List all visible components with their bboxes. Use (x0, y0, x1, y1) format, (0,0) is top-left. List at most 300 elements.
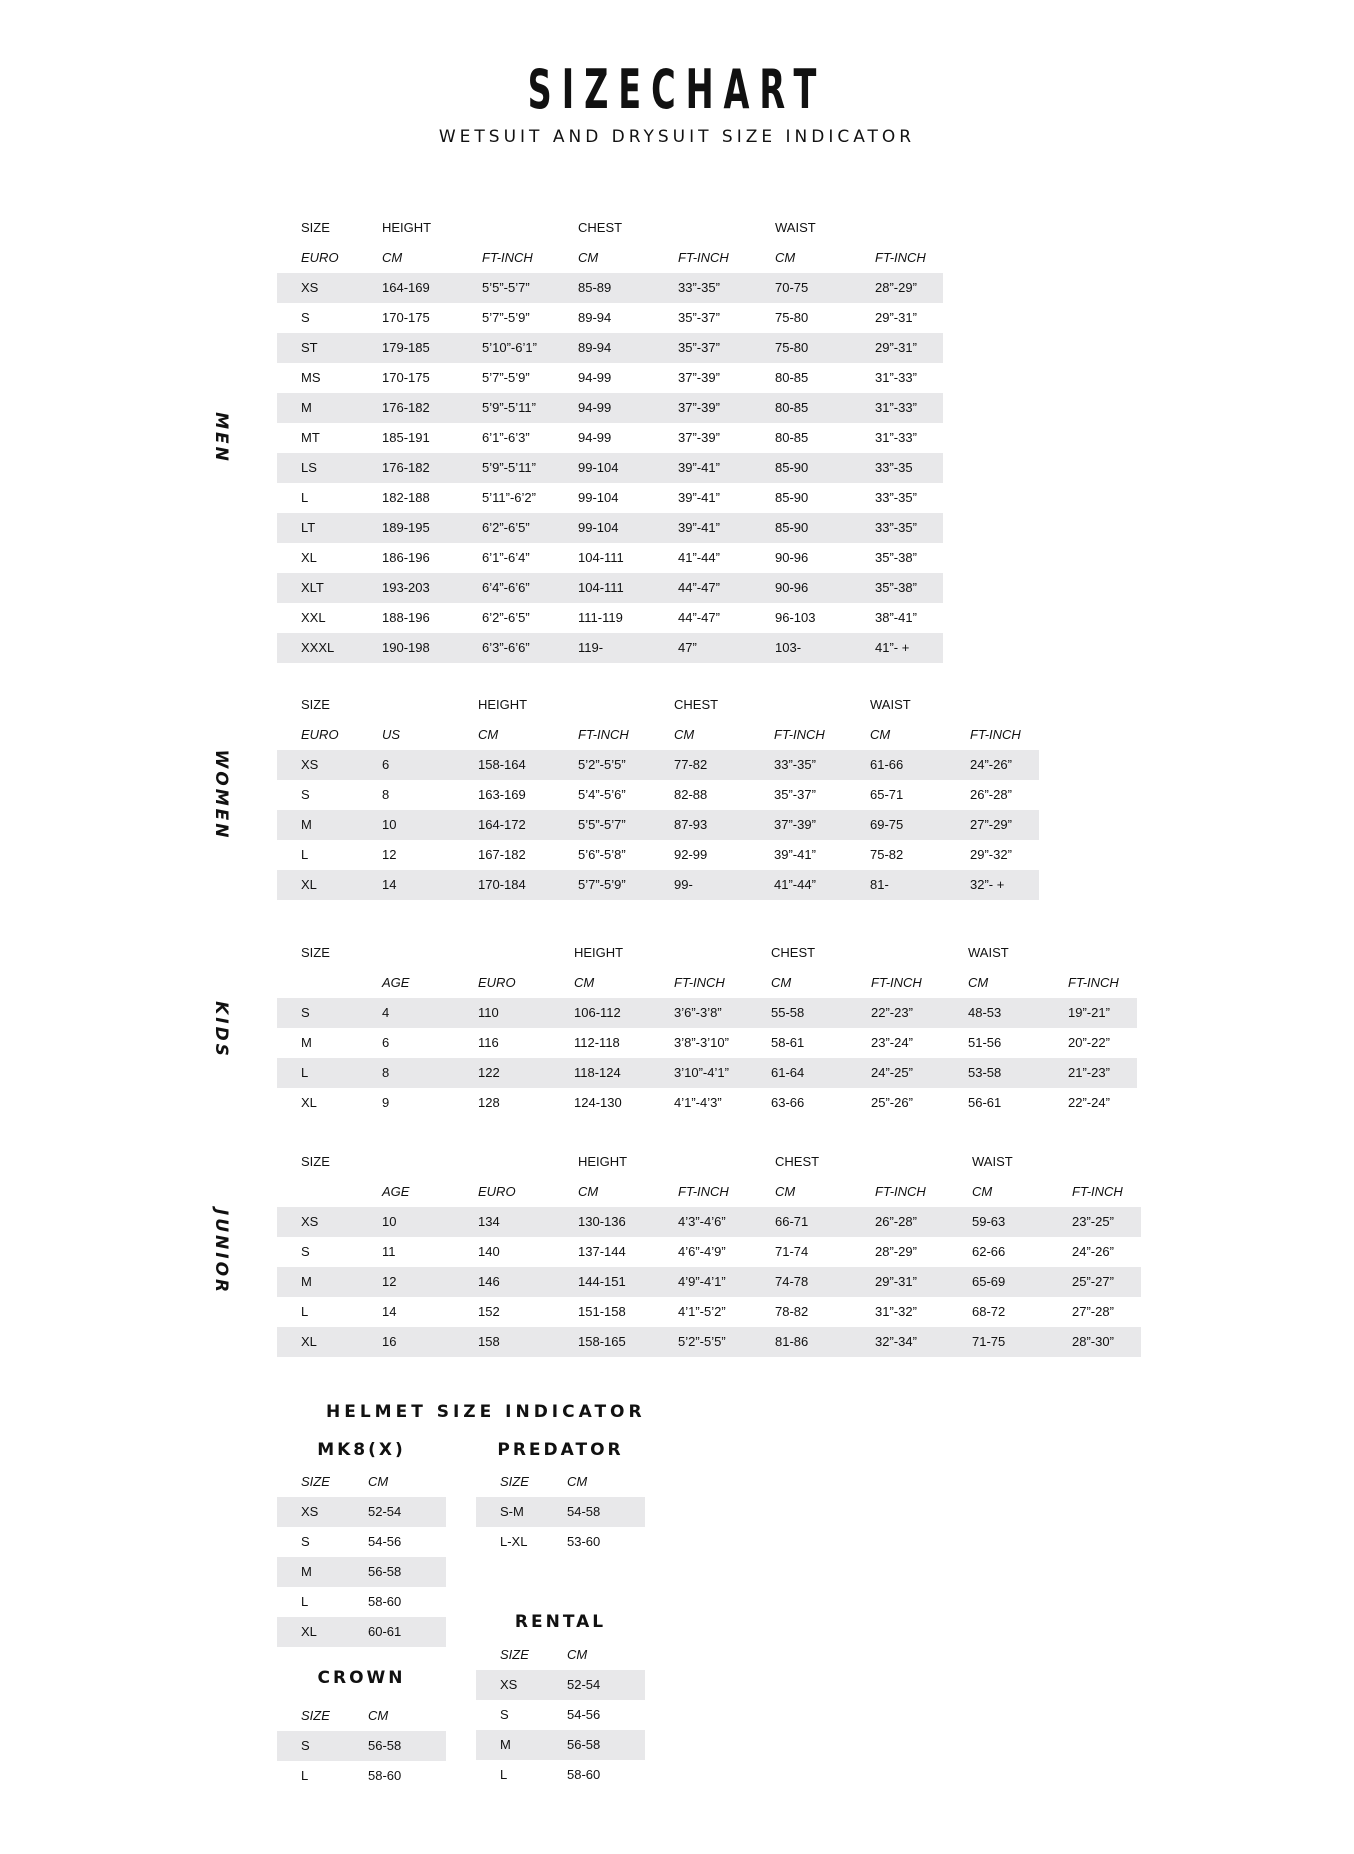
table-cell: L (301, 1768, 309, 1783)
table-cell: 29”-31” (875, 340, 917, 355)
table-row (476, 1527, 645, 1557)
table-cell: 10 (382, 817, 397, 832)
table-row (476, 1670, 645, 1700)
table-row (277, 483, 943, 513)
table-cell: 4’6”-4’9” (678, 1244, 726, 1259)
table-cell: 25”-27” (1072, 1274, 1114, 1289)
table-cell: L (301, 490, 309, 505)
table-cell: 6’1”-6’3” (482, 430, 530, 445)
table-cell: 5’4”-5’6” (578, 787, 626, 802)
men-group-chest: CHEST (578, 220, 623, 235)
helmet-header-cell: SIZE (500, 1474, 529, 1489)
table-cell: 33”-35” (875, 520, 917, 535)
table-cell: 103- (775, 640, 802, 655)
helmet-predator-title: PREDATOR (497, 1440, 624, 1460)
table-cell: 176-182 (382, 400, 430, 415)
table-cell: M (301, 400, 312, 415)
helmet-mk8x-header (277, 1467, 446, 1497)
table-cell: 116 (478, 1035, 499, 1050)
table-cell: 29”-31” (875, 310, 917, 325)
table-cell: 85-90 (775, 460, 809, 475)
table-cell: 182-188 (382, 490, 430, 505)
table-cell: XS (301, 280, 319, 295)
table-cell: 61-66 (870, 757, 904, 772)
table-cell: 80-85 (775, 400, 809, 415)
helmet-rental-header (476, 1640, 645, 1670)
table-cell: 85-90 (775, 520, 809, 535)
table-row (277, 1028, 1137, 1058)
table-row (277, 1527, 446, 1557)
table-row (277, 1761, 446, 1791)
table-row (277, 273, 943, 303)
table-cell: XXL (301, 610, 326, 625)
page-title: SIZECHART (527, 58, 827, 121)
table-cell: 90-96 (775, 550, 809, 565)
table-cell: L (301, 1594, 309, 1609)
table-cell: 29”-31” (875, 1274, 917, 1289)
junior-subheader-cell: CM (578, 1184, 599, 1199)
table-cell: 56-58 (567, 1737, 601, 1752)
table-cell: 37”-39” (678, 400, 720, 415)
women-subheader (277, 720, 1039, 750)
table-cell: 5’10”-6’1” (482, 340, 537, 355)
kids-group-chest: CHEST (771, 945, 816, 960)
table-cell: 39”-41” (678, 460, 720, 475)
table-cell: 14 (382, 1304, 397, 1319)
table-row (277, 1557, 446, 1587)
helmet-crown-header (277, 1701, 446, 1731)
table-cell: L-XL (500, 1534, 528, 1549)
table-cell: S (301, 310, 310, 325)
table-cell: 44”-47” (678, 580, 720, 595)
table-cell: MS (301, 370, 321, 385)
table-cell: 96-103 (775, 610, 816, 625)
kids-subheader-cell: AGE (382, 975, 410, 990)
table-cell: 53-60 (567, 1534, 601, 1549)
table-cell: 8 (382, 1065, 390, 1080)
junior-group-height: HEIGHT (578, 1154, 628, 1169)
women-group-height: HEIGHT (478, 697, 528, 712)
table-row (277, 603, 943, 633)
junior-group-chest: CHEST (775, 1154, 820, 1169)
table-cell: 130-136 (578, 1214, 626, 1229)
table-cell: LT (301, 520, 316, 535)
table-cell: 124-130 (574, 1095, 622, 1110)
table-cell: XL (301, 1624, 317, 1639)
women-group-waist: WAIST (870, 697, 911, 712)
table-cell: 185-191 (382, 430, 430, 445)
table-cell: 5’7”-5’9” (578, 877, 626, 892)
table-cell: 59-63 (972, 1214, 1006, 1229)
table-cell: 12 (382, 847, 397, 862)
table-cell: 94-99 (578, 370, 612, 385)
table-cell: 99-104 (578, 520, 619, 535)
table-cell: 20”-22” (1068, 1035, 1110, 1050)
table-cell: 47” (678, 640, 697, 655)
table-cell: 16 (382, 1334, 397, 1349)
table-row (476, 1700, 645, 1730)
helmet-header-cell: CM (567, 1647, 588, 1662)
women-subheader-cell: US (382, 727, 401, 742)
table-cell: 8 (382, 787, 390, 802)
table-cell: 170-184 (478, 877, 526, 892)
table-cell: MT (301, 430, 320, 445)
table-cell: 39”-41” (678, 490, 720, 505)
table-cell: 94-99 (578, 430, 612, 445)
table-cell: 163-169 (478, 787, 526, 802)
table-cell: 27”-28” (1072, 1304, 1114, 1319)
table-cell: 41”- + (875, 640, 910, 655)
table-cell: 31”-32” (875, 1304, 917, 1319)
table-cell: 5’7”-5’9” (482, 370, 530, 385)
junior-subheader-cell: CM (972, 1184, 993, 1199)
table-cell: 81-86 (775, 1334, 809, 1349)
table-row (277, 1731, 446, 1761)
table-cell: M (301, 1035, 312, 1050)
women-subheader-cell: FT-INCH (774, 727, 825, 742)
table-cell: 106-112 (574, 1005, 621, 1020)
table-cell: 119- (578, 640, 604, 655)
helmet-header-cell: CM (567, 1474, 588, 1489)
table-cell: 35”-38” (875, 550, 917, 565)
table-cell: 22”-24” (1068, 1095, 1110, 1110)
table-cell: 80-85 (775, 430, 809, 445)
table-cell: 5’7”-5’9” (482, 310, 530, 325)
table-cell: 137-144 (578, 1244, 626, 1259)
kids-label-text: KIDS (211, 1001, 231, 1059)
table-cell: 5’6”-5’8” (578, 847, 626, 862)
kids-subheader-cell: EURO (478, 975, 516, 990)
junior-group-header (277, 1147, 1141, 1177)
table-cell: 9 (382, 1095, 390, 1110)
table-cell: XL (301, 1334, 317, 1349)
table-cell: S (301, 1738, 310, 1753)
table-cell: XXXL (301, 640, 335, 655)
table-cell: 66-71 (775, 1214, 809, 1229)
women-group-size: SIZE (301, 697, 330, 712)
table-cell: 167-182 (478, 847, 526, 862)
table-cell: XL (301, 550, 317, 565)
table-cell: 25”-26” (871, 1095, 913, 1110)
table-row (476, 1730, 645, 1760)
table-cell: 77-82 (674, 757, 708, 772)
table-cell: 39”-41” (774, 847, 816, 862)
table-cell: XS (301, 757, 319, 772)
table-cell: 52-54 (567, 1677, 601, 1692)
table-cell: 5’2”-5’5” (578, 757, 626, 772)
table-cell: 55-58 (771, 1005, 805, 1020)
helmet-section-title: HELMET SIZE INDICATOR (326, 1402, 646, 1422)
table-cell: 35”-37” (678, 340, 720, 355)
men-group-size: SIZE (301, 220, 330, 235)
women-group-header (277, 690, 1039, 720)
table-cell: 104-111 (578, 580, 624, 595)
table-cell: 6 (382, 757, 390, 772)
table-cell: 70-75 (775, 280, 809, 295)
table-cell: 58-60 (368, 1768, 402, 1783)
table-cell: 122 (478, 1065, 500, 1080)
table-cell: 58-61 (771, 1035, 805, 1050)
table-row (476, 1760, 645, 1790)
table-cell: 58-60 (567, 1767, 601, 1782)
table-row (277, 363, 943, 393)
kids-group-height: HEIGHT (574, 945, 624, 960)
table-cell: 69-75 (870, 817, 904, 832)
men-subheader-cell: EURO (301, 250, 339, 265)
table-cell: 85-90 (775, 490, 809, 505)
table-cell: 164-172 (478, 817, 526, 832)
table-row (277, 1058, 1137, 1088)
table-cell: XLT (301, 580, 324, 595)
table-cell: 32”- + (970, 877, 1005, 892)
table-cell: 23”-24” (871, 1035, 913, 1050)
junior-group-size: SIZE (301, 1154, 330, 1169)
women-subheader-cell: FT-INCH (578, 727, 629, 742)
junior-subheader-cell: CM (775, 1184, 796, 1199)
table-cell: 26”-28” (970, 787, 1012, 802)
men-group-waist: WAIST (775, 220, 816, 235)
table-cell: 37”-39” (774, 817, 816, 832)
table-cell: 80-85 (775, 370, 809, 385)
helmet-rental-title: RENTAL (514, 1612, 607, 1632)
table-cell: 140 (478, 1244, 500, 1259)
men-group-header (277, 213, 943, 243)
helmet-header-cell: SIZE (301, 1708, 330, 1723)
table-cell: 65-69 (972, 1274, 1006, 1289)
table-cell: L (500, 1767, 508, 1782)
men-subheader-cell: CM (775, 250, 796, 265)
table-cell: 23”-25” (1072, 1214, 1114, 1229)
table-cell: 89-94 (578, 340, 612, 355)
table-cell: 179-185 (382, 340, 430, 355)
kids-group-size: SIZE (301, 945, 330, 960)
table-row (277, 513, 943, 543)
table-cell: 89-94 (578, 310, 612, 325)
table-cell: S (301, 1534, 310, 1549)
table-cell: 158-165 (578, 1334, 626, 1349)
table-cell: XL (301, 1095, 317, 1110)
table-cell: 63-66 (771, 1095, 805, 1110)
junior-subheader-cell: FT-INCH (1072, 1184, 1123, 1199)
page-subtitle: WETSUIT AND DRYSUIT SIZE INDICATOR (438, 127, 916, 147)
table-row (277, 750, 1039, 780)
table-cell: 56-61 (968, 1095, 1002, 1110)
table-cell: XS (301, 1214, 319, 1229)
table-cell: 19”-21” (1068, 1005, 1110, 1020)
table-cell: 24”-26” (970, 757, 1012, 772)
table-cell: 5’5”-5’7” (578, 817, 626, 832)
table-cell: 81- (870, 877, 889, 892)
table-row (277, 998, 1137, 1028)
men-subheader-cell: FT-INCH (482, 250, 533, 265)
table-cell: 48-53 (968, 1005, 1002, 1020)
table-cell: 21”-23” (1068, 1065, 1110, 1080)
table-cell: 74-78 (775, 1274, 809, 1289)
helmet-header-cell: SIZE (301, 1474, 330, 1489)
kids-group-waist: WAIST (968, 945, 1009, 960)
table-cell: 158 (478, 1334, 500, 1349)
table-cell: 71-75 (972, 1334, 1006, 1349)
table-row (277, 810, 1039, 840)
kids-subheader-cell: FT-INCH (1068, 975, 1119, 990)
women-subheader-cell: CM (674, 727, 695, 742)
table-cell: 60-61 (368, 1624, 402, 1639)
kids-subheader (277, 968, 1137, 998)
table-cell: 3’8”-3’10” (674, 1035, 729, 1050)
table-cell: 29”-32” (970, 847, 1012, 862)
table-cell: 37”-39” (678, 430, 720, 445)
junior-group-waist: WAIST (972, 1154, 1013, 1169)
table-cell: 56-58 (368, 1738, 402, 1753)
men-subheader-cell: CM (382, 250, 403, 265)
kids-subheader-cell: CM (771, 975, 792, 990)
table-cell: 44”-47” (678, 610, 720, 625)
table-cell: 6 (382, 1035, 390, 1050)
women-group-chest: CHEST (674, 697, 719, 712)
table-cell: 94-99 (578, 400, 612, 415)
table-cell: 28”-30” (1072, 1334, 1114, 1349)
table-row (277, 1617, 446, 1647)
table-cell: 112-118 (574, 1035, 620, 1050)
table-cell: 190-198 (382, 640, 430, 655)
table-cell: 33”-35” (774, 757, 816, 772)
table-cell: 170-175 (382, 370, 430, 385)
table-cell: 5’5”-5’7” (482, 280, 530, 295)
table-cell: 186-196 (382, 550, 430, 565)
table-row (277, 423, 943, 453)
table-cell: 33”-35” (875, 490, 917, 505)
table-row (277, 1237, 1141, 1267)
table-cell: 4’9”-4’1” (678, 1274, 726, 1289)
table-row (277, 1327, 1141, 1357)
table-cell: 6’4”-6’6” (482, 580, 530, 595)
table-cell: 176-182 (382, 460, 430, 475)
table-cell: 5’11”-6’2” (482, 490, 536, 505)
table-cell: 144-151 (578, 1274, 626, 1289)
kids-subheader-cell: CM (574, 975, 595, 990)
table-cell: 170-175 (382, 310, 430, 325)
table-row (277, 453, 943, 483)
junior-subheader (277, 1177, 1141, 1207)
table-cell: S (500, 1707, 509, 1722)
table-cell: 51-56 (968, 1035, 1002, 1050)
table-cell: 54-56 (567, 1707, 601, 1722)
table-cell: 31”-33” (875, 370, 917, 385)
table-cell: 35”-37” (678, 310, 720, 325)
table-cell: 99- (674, 877, 693, 892)
table-cell: 4 (382, 1005, 390, 1020)
table-cell: 41”-44” (774, 877, 816, 892)
table-cell: 56-58 (368, 1564, 402, 1579)
kids-subheader-cell: FT-INCH (871, 975, 922, 990)
table-cell: 61-64 (771, 1065, 805, 1080)
table-cell: S (301, 1005, 310, 1020)
table-row (277, 1297, 1141, 1327)
table-cell: 193-203 (382, 580, 430, 595)
table-cell: 111-119 (578, 610, 623, 625)
table-row (277, 840, 1039, 870)
table-row (277, 870, 1039, 900)
table-cell: M (301, 817, 312, 832)
table-cell: 10 (382, 1214, 397, 1229)
table-row (476, 1497, 645, 1527)
helmet-header-cell: CM (368, 1474, 389, 1489)
table-cell: 128 (478, 1095, 500, 1110)
table-row (277, 1267, 1141, 1297)
junior-subheader-cell: EURO (478, 1184, 516, 1199)
table-cell: 35”-38” (875, 580, 917, 595)
table-cell: 35”-37” (774, 787, 816, 802)
table-cell: 92-99 (674, 847, 708, 862)
helmet-header-cell: CM (368, 1708, 389, 1723)
men-subheader-cell: CM (578, 250, 599, 265)
men-label-text: MEN (211, 412, 231, 464)
junior-label-text: JUNIOR (211, 1208, 231, 1296)
kids-subheader-cell: FT-INCH (674, 975, 725, 990)
table-cell: 5’9”-5’11” (482, 400, 536, 415)
table-cell: 78-82 (775, 1304, 809, 1319)
table-cell: 27”-29” (970, 817, 1012, 832)
table-row (277, 303, 943, 333)
table-cell: 3’10”-4’1” (674, 1065, 729, 1080)
table-cell: L (301, 847, 309, 862)
junior-subheader-cell: AGE (382, 1184, 410, 1199)
table-cell: 14 (382, 877, 397, 892)
junior-subheader-cell: FT-INCH (678, 1184, 729, 1199)
table-cell: 54-56 (368, 1534, 402, 1549)
table-cell: S (301, 787, 310, 802)
table-cell: 85-89 (578, 280, 612, 295)
table-cell: 71-74 (775, 1244, 809, 1259)
table-cell: XL (301, 877, 317, 892)
table-cell: 68-72 (972, 1304, 1006, 1319)
table-cell: 28”-29” (875, 280, 917, 295)
table-row (277, 780, 1039, 810)
table-cell: M (301, 1274, 312, 1289)
table-cell: 75-80 (775, 310, 809, 325)
table-cell: 75-82 (870, 847, 904, 862)
table-cell: 75-80 (775, 340, 809, 355)
women-subheader-cell: CM (870, 727, 891, 742)
table-cell: 37”-39” (678, 370, 720, 385)
table-row (277, 633, 943, 663)
table-cell: 4’1”-5’2” (678, 1304, 726, 1319)
table-cell: L (301, 1304, 309, 1319)
table-cell: 104-111 (578, 550, 624, 565)
table-cell: 152 (478, 1304, 500, 1319)
helmet-predator-header (476, 1467, 645, 1497)
table-row (277, 333, 943, 363)
table-cell: 6’2”-6’5” (482, 610, 530, 625)
table-cell: 22”-23” (871, 1005, 913, 1020)
table-cell: 90-96 (775, 580, 809, 595)
table-cell: M (500, 1737, 511, 1752)
table-cell: 58-60 (368, 1594, 402, 1609)
table-row (277, 1088, 1137, 1118)
table-cell: 32”-34” (875, 1334, 917, 1349)
table-row (277, 393, 943, 423)
table-cell: 54-58 (567, 1504, 601, 1519)
helmet-mk8x-title: MK8(X) (317, 1440, 406, 1460)
men-subheader-cell: FT-INCH (875, 250, 926, 265)
table-cell: 189-195 (382, 520, 430, 535)
table-cell: 3’6”-3’8” (674, 1005, 722, 1020)
table-cell: 4’3”-4’6” (678, 1214, 726, 1229)
table-cell: 39”-41” (678, 520, 720, 535)
table-cell: 6’3”-6’6” (482, 640, 530, 655)
junior-subheader-cell: FT-INCH (875, 1184, 926, 1199)
table-cell: 151-158 (578, 1304, 626, 1319)
